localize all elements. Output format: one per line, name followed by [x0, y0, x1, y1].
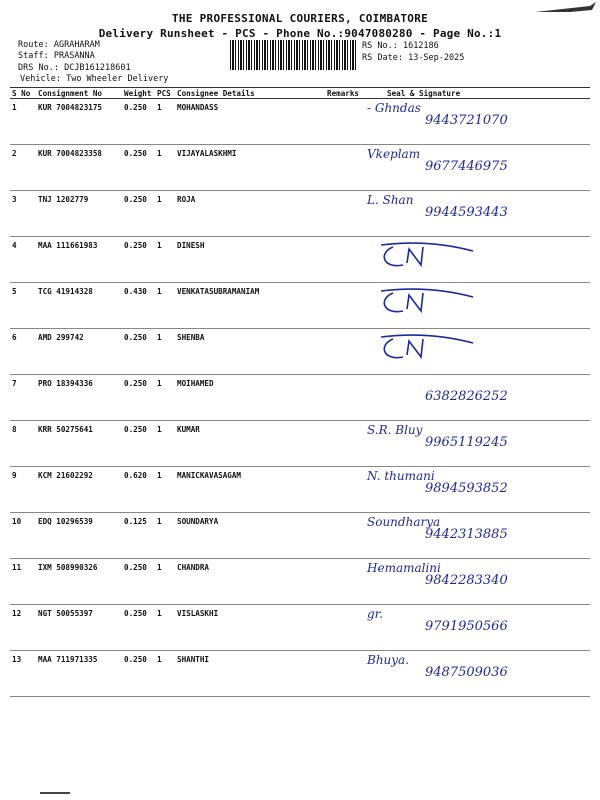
drs-value: DCJB161218601: [64, 63, 131, 73]
rs-date-label: RS Date:: [362, 53, 403, 63]
rs-no-value: 1612186: [402, 41, 439, 51]
sno-cell: 8: [10, 421, 36, 467]
weight-cell: 0.430: [122, 283, 155, 329]
signature-cell: [365, 99, 590, 145]
signature-cell: [365, 329, 590, 375]
table-row: [10, 283, 590, 329]
weight-cell: 0.250: [122, 559, 155, 605]
signature-cell: [365, 283, 590, 329]
drs-label: DRS No.:: [18, 63, 59, 73]
table-row: [10, 651, 590, 697]
consignee-cell: MANICKAVASAGAM: [175, 467, 325, 513]
staff-line: [18, 51, 95, 61]
pcs-cell: 1: [155, 559, 175, 605]
rs-no-line: [362, 41, 439, 51]
col-pcs: PCS: [155, 88, 175, 99]
consignment-cell: KUR 7004823358: [36, 145, 122, 191]
sno-cell: 11: [10, 559, 36, 605]
consignment-cell: TNJ 1202779: [36, 191, 122, 237]
consignee-cell: VIJAYALASKHMI: [175, 145, 325, 191]
table-row: [10, 421, 590, 467]
pcs-cell: 1: [155, 651, 175, 697]
sno-cell: 2: [10, 145, 36, 191]
consignee-cell: VISLASKHI: [175, 605, 325, 651]
route-label: Route:: [18, 40, 49, 50]
table-row: [10, 513, 590, 559]
weight-cell: 0.250: [122, 237, 155, 283]
pcs-cell: 1: [155, 145, 175, 191]
consignee-cell: VENKATASUBRAMANIAM: [175, 283, 325, 329]
table-row: [10, 99, 590, 145]
vehicle-value: Two Wheeler Delivery: [66, 74, 169, 84]
signature-name: Hemamalini: [367, 561, 441, 575]
runsheet-table: [10, 87, 590, 697]
company-title: THE PROFESSIONAL COURIERS, COIMBATORE: [171, 12, 429, 25]
weight-cell: 0.250: [122, 145, 155, 191]
weight-cell: 0.250: [122, 375, 155, 421]
runsheet-subtitle: Delivery Runsheet - PCS - Phone No.:9047080280 - Page No.:1: [98, 27, 502, 40]
consignment-cell: KCM 21602292: [36, 467, 122, 513]
remarks-cell: [325, 283, 365, 329]
sno-cell: 1: [10, 99, 36, 145]
signature-cell: [365, 191, 590, 237]
signature-phone: 9965119245: [425, 435, 508, 450]
sno-cell: 12: [10, 605, 36, 651]
consignment-cell: KRR 50275641: [36, 421, 122, 467]
signature-scribble-icon: [373, 331, 483, 367]
consignment-cell: NGT 50055397: [36, 605, 122, 651]
consignee-cell: SHENBA: [175, 329, 325, 375]
footer-mark: [40, 792, 70, 794]
table-header-row: [10, 88, 590, 99]
consignment-cell: KUR 7004823175: [36, 99, 122, 145]
consignee-cell: CHANDRA: [175, 559, 325, 605]
col-sno: S No: [10, 88, 36, 99]
pcs-cell: 1: [155, 513, 175, 559]
consignee-cell: SOUNDARYA: [175, 513, 325, 559]
sno-cell: 6: [10, 329, 36, 375]
weight-cell: 0.250: [122, 99, 155, 145]
consignment-cell: MAA 111661983: [36, 237, 122, 283]
table-row: [10, 375, 590, 421]
remarks-cell: [325, 375, 365, 421]
remarks-cell: [325, 145, 365, 191]
remarks-cell: [325, 191, 365, 237]
sno-cell: 10: [10, 513, 36, 559]
rs-date-line: [362, 53, 464, 63]
signature-phone: 9677446975: [425, 159, 508, 174]
sno-cell: 3: [10, 191, 36, 237]
consignee-cell: MOHANDASS: [175, 99, 325, 145]
weight-cell: 0.250: [122, 651, 155, 697]
pcs-cell: 1: [155, 283, 175, 329]
signature-scribble-icon: [373, 239, 483, 275]
signature-phone: 9894593852: [425, 481, 508, 496]
signature-name: gr.: [367, 607, 383, 621]
sno-cell: 9: [10, 467, 36, 513]
vehicle-line: [20, 74, 168, 84]
consignment-cell: AMD 299742: [36, 329, 122, 375]
col-consignment: Consignment No: [36, 88, 122, 99]
signature-cell: [365, 559, 590, 605]
consignee-cell: MOIHAMED: [175, 375, 325, 421]
consignment-cell: EDQ 10296539: [36, 513, 122, 559]
remarks-cell: [325, 513, 365, 559]
rs-no-label: RS No.:: [362, 41, 398, 51]
consignment-cell: MAA 711971335: [36, 651, 122, 697]
signature-phone: 9791950566: [425, 619, 508, 634]
remarks-cell: [325, 605, 365, 651]
signature-phone: 9842283340: [425, 573, 508, 588]
signature-cell: [365, 513, 590, 559]
pcs-cell: 1: [155, 237, 175, 283]
consignment-cell: IXM 508990326: [36, 559, 122, 605]
pcs-cell: 1: [155, 421, 175, 467]
drs-line: [18, 63, 131, 73]
col-consignee: Consignee Details: [175, 88, 325, 99]
route-line: [18, 40, 100, 50]
table-row: [10, 237, 590, 283]
pcs-cell: 1: [155, 375, 175, 421]
table-row: [10, 145, 590, 191]
pcs-cell: 1: [155, 329, 175, 375]
signature-cell: [365, 651, 590, 697]
signature-cell: [365, 421, 590, 467]
signature-name: Soundharya: [367, 515, 441, 529]
staff-label: Staff:: [18, 51, 49, 61]
consignee-cell: SHANTHI: [175, 651, 325, 697]
table-row: [10, 605, 590, 651]
consignment-cell: TCG 41914328: [36, 283, 122, 329]
table-row: [10, 191, 590, 237]
signature-phone: 9443721070: [425, 113, 508, 128]
weight-cell: 0.250: [122, 329, 155, 375]
remarks-cell: [325, 237, 365, 283]
signature-phone: 9487509036: [425, 665, 508, 680]
signature-cell: [365, 605, 590, 651]
signature-phone: 6382826252: [425, 389, 508, 404]
remarks-cell: [325, 99, 365, 145]
weight-cell: 0.620: [122, 467, 155, 513]
table-row: [10, 559, 590, 605]
staff-value: PRASANNA: [53, 51, 95, 61]
weight-cell: 0.125: [122, 513, 155, 559]
signature-cell: [365, 237, 590, 283]
col-remarks: Remarks: [325, 88, 365, 99]
sno-cell: 4: [10, 237, 36, 283]
corner-mark-icon: [530, 0, 600, 20]
rs-date-value: 13-Sep-2025: [408, 53, 465, 63]
route-value: AGRAHARAM: [53, 40, 100, 50]
signature-cell: [365, 375, 590, 421]
signature-name: S.R. Bluy: [367, 423, 423, 437]
table-row: [10, 467, 590, 513]
table-row: [10, 329, 590, 375]
weight-cell: 0.250: [122, 605, 155, 651]
sno-cell: 5: [10, 283, 36, 329]
remarks-cell: [325, 559, 365, 605]
sno-cell: 7: [10, 375, 36, 421]
signature-phone: 9944593443: [425, 205, 508, 220]
weight-cell: 0.250: [122, 191, 155, 237]
consignee-cell: KUMAR: [175, 421, 325, 467]
signature-name: Vkeplam: [367, 147, 421, 161]
signature-scribble-icon: [373, 285, 483, 321]
barcode: [230, 40, 358, 70]
vehicle-label: Vehicle:: [20, 74, 61, 84]
signature-name: L. Shan: [367, 193, 414, 207]
remarks-cell: [325, 329, 365, 375]
remarks-cell: [325, 421, 365, 467]
consignee-cell: DINESH: [175, 237, 325, 283]
pcs-cell: 1: [155, 605, 175, 651]
col-weight: Weight: [122, 88, 155, 99]
remarks-cell: [325, 467, 365, 513]
pcs-cell: 1: [155, 99, 175, 145]
consignment-cell: PRO 18394336: [36, 375, 122, 421]
signature-name: N. thumani: [367, 469, 435, 483]
signature-name: Bhuya.: [367, 653, 410, 667]
consignee-cell: ROJA: [175, 191, 325, 237]
signature-cell: [365, 467, 590, 513]
signature-name: - Ghndas: [367, 101, 421, 115]
signature-cell: [365, 145, 590, 191]
sno-cell: 13: [10, 651, 36, 697]
pcs-cell: 1: [155, 467, 175, 513]
col-signature: Seal & Signature: [365, 88, 590, 99]
signature-phone: 9442313885: [425, 527, 508, 542]
remarks-cell: [325, 651, 365, 697]
pcs-cell: 1: [155, 191, 175, 237]
weight-cell: 0.250: [122, 421, 155, 467]
